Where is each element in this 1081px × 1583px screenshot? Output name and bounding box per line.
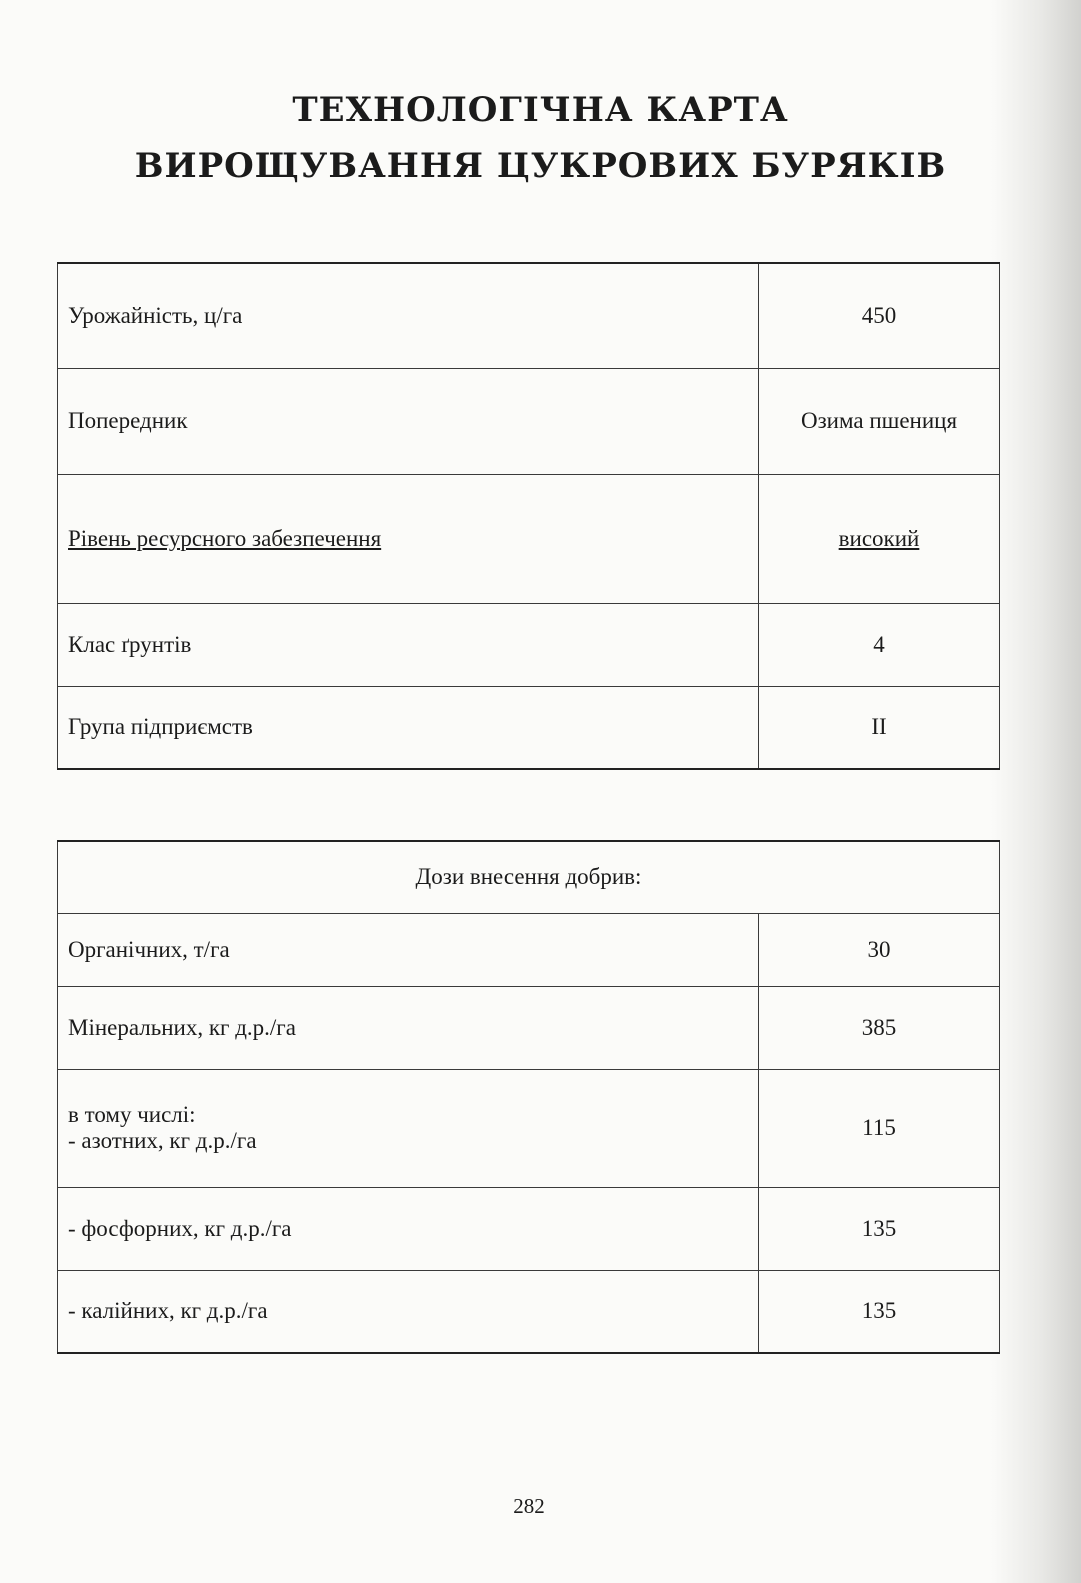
row-label-line-1: в тому числі: <box>68 1102 196 1127</box>
crop-info-table <box>57 262 1000 770</box>
row-label: - фосфорних, кг д.р./га <box>58 1187 759 1270</box>
title-line-2: ВИРОЩУВАННЯ ЦУКРОВИХ БУРЯКІВ <box>134 146 947 186</box>
table-row <box>58 913 1000 986</box>
table-row <box>58 474 1000 603</box>
row-value: Озима пшениця <box>759 368 1000 474</box>
table-row <box>58 263 1000 368</box>
row-value: 450 <box>759 263 1000 368</box>
row-label: Рівень ресурсного забезпечення <box>58 474 759 603</box>
row-label: Клас ґрунтів <box>58 603 759 686</box>
fertilizer-table <box>57 840 1000 1354</box>
table-row <box>58 603 1000 686</box>
table-header-row <box>58 841 1000 913</box>
row-label: Попередник <box>58 368 759 474</box>
row-value: 30 <box>759 913 1000 986</box>
row-value: 385 <box>759 986 1000 1069</box>
row-label: - калійних, кг д.р./га <box>58 1270 759 1353</box>
row-label: Група підприємств <box>58 686 759 769</box>
row-label-line-2: - азотних, кг д.р./га <box>68 1128 257 1153</box>
row-value: високий <box>759 474 1000 603</box>
page-edge-shadow <box>991 0 1081 1583</box>
table-row <box>58 368 1000 474</box>
table-row <box>58 686 1000 769</box>
row-label: Мінеральних, кг д.р./га <box>58 986 759 1069</box>
title-line-1: ТЕХНОЛОГІЧНА КАРТА <box>292 90 789 130</box>
table-row <box>58 986 1000 1069</box>
table-row <box>58 1187 1000 1270</box>
row-value: 115 <box>759 1069 1000 1187</box>
table-row <box>58 1270 1000 1353</box>
row-label: Урожайність, ц/га <box>58 263 759 368</box>
row-label: Органічних, т/га <box>58 913 759 986</box>
row-value: 4 <box>759 603 1000 686</box>
page-number: 282 <box>513 1494 545 1518</box>
row-value: II <box>759 686 1000 769</box>
table-header: Дози внесення добрив: <box>58 841 1000 913</box>
row-value: 135 <box>759 1187 1000 1270</box>
row-label <box>58 1069 759 1187</box>
table-row <box>58 1069 1000 1187</box>
row-value: 135 <box>759 1270 1000 1353</box>
page-title <box>0 82 1081 194</box>
